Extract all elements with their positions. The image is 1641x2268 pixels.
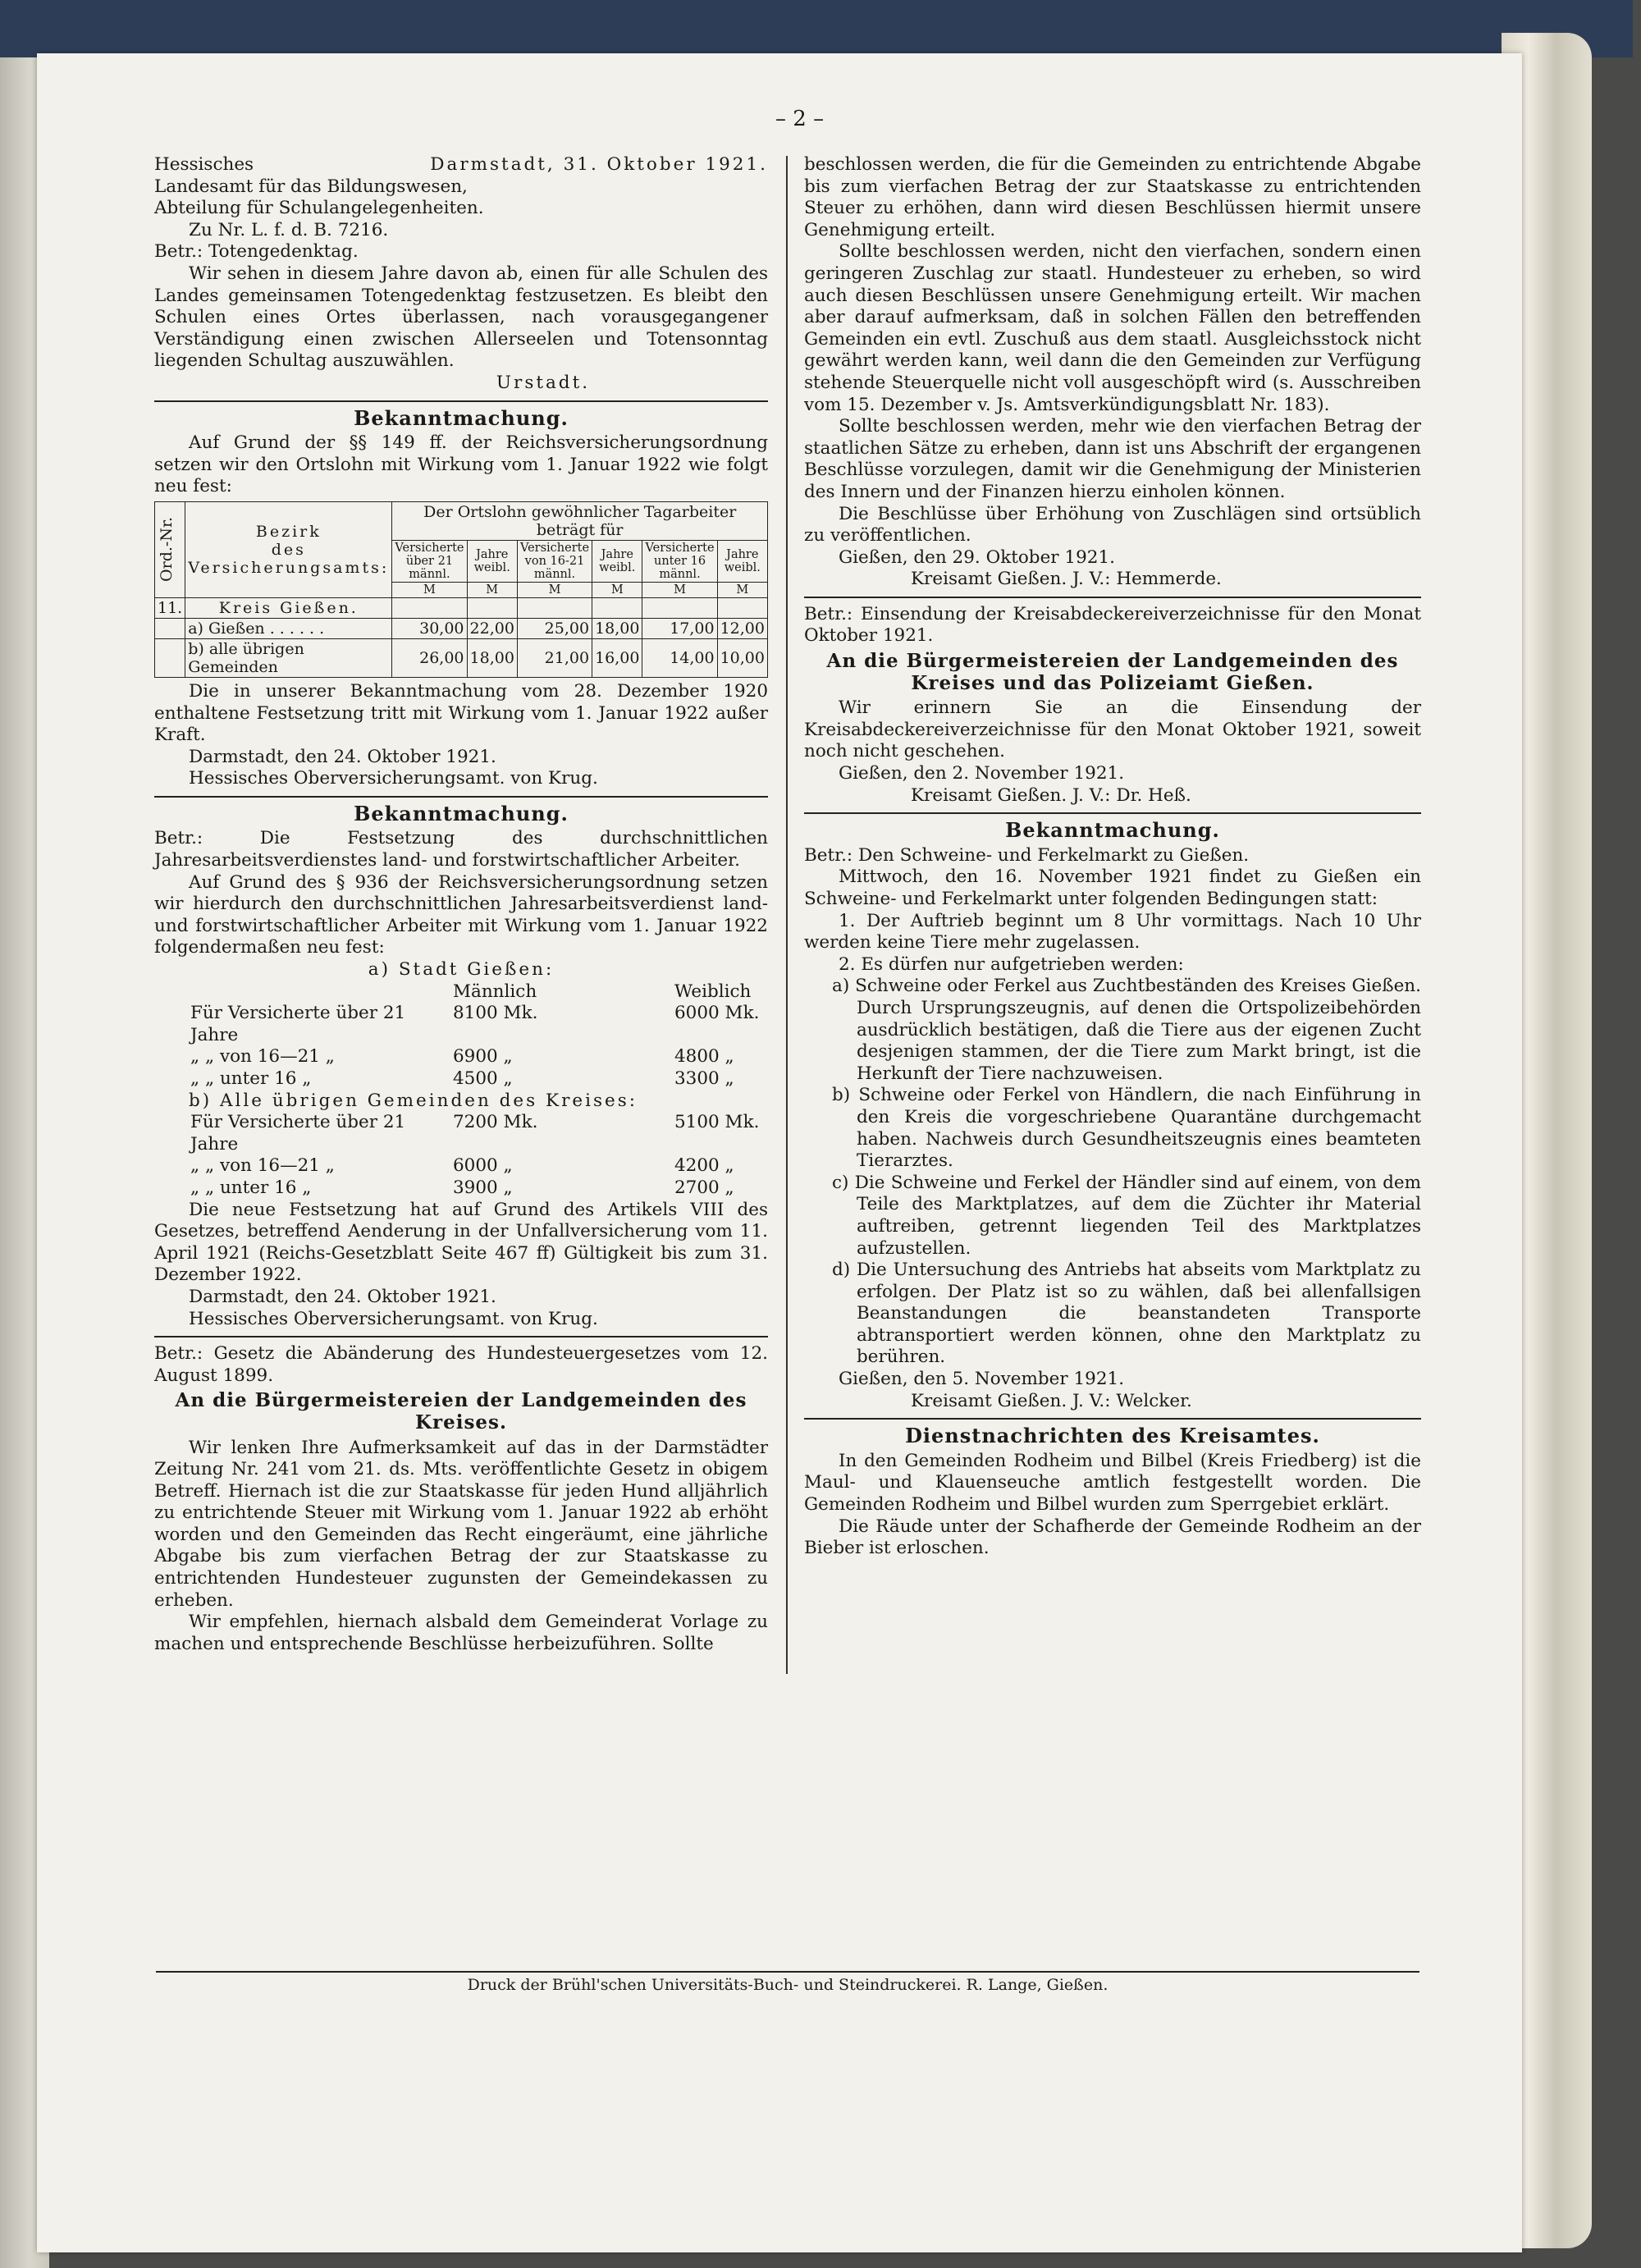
- subject-line: Betr.: Gesetz die Abänderung des Hundesteuergesetzes vom 12. August 1899.: [154, 1343, 768, 1386]
- table-cell: 26,00: [392, 638, 467, 677]
- table-cell: 12,00: [717, 618, 767, 638]
- table-cell: 25,00: [517, 618, 592, 638]
- rate-value: 3900 „: [453, 1177, 513, 1198]
- bezirk-label: des: [271, 540, 306, 559]
- rate-row: [154, 1003, 768, 1046]
- table-row: [155, 618, 768, 638]
- rate-row: [154, 1068, 768, 1091]
- unit-cell: M: [517, 582, 592, 597]
- unit-cell: M: [392, 582, 467, 597]
- list-item: b) Schweine oder Ferkel von Händlern, die nach Einführung in den Kreis die vorgeschriebene Quarantäne durchgemacht haben. Nachweis durch Gesundheitszeugnis eines beamteten Tierarztes.: [832, 1085, 1421, 1172]
- rate-label: Für Versicherte über 21 Jahre: [190, 1003, 406, 1045]
- table-subheader: Versicherte unter 16 männl.: [642, 540, 717, 582]
- table-cell: 17,00: [642, 618, 717, 638]
- rate-label: „ „ von 16—21 „: [190, 1155, 335, 1177]
- section-rule: [154, 1336, 768, 1337]
- table-cell: 21,00: [517, 638, 592, 677]
- signature: Kreisamt Gießen. J. V.: Dr. Heß.: [911, 784, 1191, 806]
- rate-value: 2700 „: [674, 1177, 734, 1198]
- notice-text: Die Beschlüsse über Erhöhung von Zuschlägen sind ortsüblich zu veröffentlichen.: [804, 503, 1421, 546]
- list-item: 2. Es dürfen nur aufgetrieben werden:: [839, 953, 1184, 975]
- printer-imprint: Druck der Brühl'schen Universitäts-Buch- und Steindruckerei. R. Lange, Gießen.: [467, 1976, 1108, 1994]
- notice-text: Auf Grund des § 936 der Reichsversicherungsordnung setzen wir hierdurch den durchschnittlichen Jahresarbeitsverdienst land- und forstwirtschaftlicher Arbeiter mit Wirkung vom 1. Januar 1922 folgendermaßen neu fest:: [154, 871, 768, 958]
- rate-value: 6900 „: [453, 1046, 513, 1068]
- notice-text: Die in unserer Bekanntmachung vom 28. Dezember 1920 enthaltene Festsetzung tritt mit Wirkung vom 1. Januar 1922 außer Kraft.: [154, 680, 768, 746]
- unit-cell: M: [642, 582, 717, 597]
- rate-header: [154, 981, 768, 1004]
- row-kreis: Kreis Gießen.: [185, 597, 392, 618]
- signature: Hessisches Oberversicherungsamt. von Krug.: [189, 1308, 598, 1329]
- table-cell: 16,00: [592, 638, 642, 677]
- notice-heading: An die Bürgermeistereien der Landgemeinden des Kreises und das Polizeiamt Gießen.: [826, 650, 1399, 694]
- issuer-line: Abteilung für Schulangelegenheiten.: [154, 198, 484, 219]
- notice-text: In den Gemeinden Rodheim und Bilbel (Kreis Friedberg) ist die Maul- und Klauenseuche amtlich festgestellt worden. Die Gemeinden Rodheim und Bilbel wurden zum Sperrgebiet erklärt.: [804, 1450, 1421, 1516]
- subheading: b) Alle übrigen Gemeinden des Kreises:: [189, 1090, 638, 1111]
- notice-heading: An die Bürgermeistereien der Landgemeinden des Kreises.: [175, 1389, 747, 1434]
- table-cell: 10,00: [717, 638, 767, 677]
- signature: Kreisamt Gießen. J. V.: Hemmerde.: [911, 569, 1222, 590]
- column-divider: [786, 156, 788, 1674]
- rate-row: [154, 1155, 768, 1177]
- notice-heading: Dienstnachrichten des Kreisamtes.: [905, 1424, 1320, 1448]
- rate-label: „ „ unter 16 „: [190, 1068, 312, 1089]
- right-column: [804, 154, 1421, 1560]
- place-date: Darmstadt, den 24. Oktober 1921.: [189, 746, 496, 767]
- subject-line: Betr.: Den Schweine- und Ferkelmarkt zu Gießen.: [804, 844, 1250, 866]
- subject-line: Betr.: Die Festsetzung des durchschnittlichen Jahresarbeitsverdienstes land- und forstwirtschaftlicher Arbeiter.: [154, 828, 768, 871]
- notice-hundesteuer-continued: [804, 154, 1421, 591]
- signature: Hessisches Oberversicherungsamt. von Krug.: [189, 768, 598, 789]
- list-item: a) Schweine oder Ferkel aus Zuchtbeständen des Kreises Gießen. Durch Ursprungszeugnis, auf denen die Ortspolizeibehörden ausdrücklich bestätigen, daß die Tiere aus der eigenen Zucht desjenigen stammen, der die Tiere zum Markt bringt, ist die Herkunft der Tiere nachzuweisen.: [832, 976, 1421, 1084]
- unit-cell: M: [467, 582, 517, 597]
- row-label: b) alle übrigen Gemeinden: [185, 638, 392, 677]
- unit-cell: M: [717, 582, 767, 597]
- notice-kreisabdeckerei: [804, 604, 1421, 807]
- table-cell: 30,00: [392, 618, 467, 638]
- notice-text: beschlossen werden, die für die Gemeinden zu entrichtende Abgabe bis zum vierfachen Betrag der zur Staatskasse zu entrichtenden Steuer zu erhöhen, dann wird diesen Beschlüssen hiermit unsere Genehmigung erteilt.: [804, 154, 1421, 240]
- place-date: Gießen, den 29. Oktober 1921.: [839, 546, 1115, 568]
- rate-row: [154, 1177, 768, 1200]
- table-subheader: Versicherte über 21 männl.: [392, 540, 467, 582]
- rate-value: 7200 Mk.: [453, 1112, 538, 1133]
- page-number: – 2 –: [775, 107, 825, 131]
- notice-dienstnachrichten: [804, 1425, 1421, 1560]
- notice-schweinemarkt: [804, 820, 1421, 1412]
- left-column: [154, 154, 768, 1655]
- rate-list-a: [154, 1003, 768, 1090]
- bezirk-label: Bezirk: [255, 522, 322, 541]
- place-date: Darmstadt, 31. Oktober 1921.: [430, 154, 768, 175]
- bezirk-label: Versicherungsamts:: [188, 558, 390, 577]
- notice-text: Mittwoch, den 16. November 1921 findet zu Gießen ein Schweine- und Ferkelmarkt unter folgenden Bedingungen statt:: [804, 867, 1421, 909]
- rate-value: 4200 „: [674, 1155, 734, 1177]
- notice-text: Sollte beschlossen werden, nicht den vierfachen, sondern einen geringeren Zuschlag zur staatl. Hundesteuer zu erheben, so wird auch diesen Beschlüssen unsere Genehmigung erteilt. Wir machen aber darauf aufmerksam, daß in solchen Fällen den betreffenden Gemeinden ein evtl. Zuschuß aus dem staatl. Ausgleichsstock nicht gewährt werden kann, weil dann die den Gemeinden zur Verfügung stehende Steuerquelle nicht voll ausgeschöpft wird (s. Ausschreiben vom 15. Dezember v. Js. Amtsverkündigungsblatt Nr. 183).: [804, 241, 1421, 415]
- rate-value: 8100 Mk.: [453, 1003, 538, 1024]
- rate-value: 5100 Mk.: [674, 1112, 760, 1133]
- place-date: Gießen, den 2. November 1921.: [839, 763, 1125, 784]
- rate-value: 6000 „: [453, 1155, 513, 1177]
- rate-value: 4800 „: [674, 1046, 734, 1068]
- rate-row: [154, 1112, 768, 1155]
- issuer-line: Landesamt für das Bildungswesen,: [154, 176, 468, 197]
- table-cell: 18,00: [592, 618, 642, 638]
- place-date: Gießen, den 5. November 1921.: [839, 1369, 1125, 1390]
- reference-number: Zu Nr. L. f. d. B. 7216.: [189, 219, 389, 240]
- unit-cell: M: [592, 582, 642, 597]
- list-item: c) Die Schweine und Ferkel der Händler sind auf einem, von dem Teile des Marktplatzes, auf dem die Züchter ihr Material auftreiben, getrennt liegenden Teil des Marktplatzes aufzustellen.: [832, 1172, 1421, 1259]
- row-label: a) Gießen . . . . . .: [185, 618, 392, 638]
- list-item: d) Die Untersuchung des Antriebs hat abseits vom Marktplatz zu erfolgen. Der Platz ist so zu wählen, daß bei allenfallsigen Beanstandungen die beanstandeten Transporte abtransportiert werden können, ohne den Marktplatz zu berühren.: [832, 1260, 1421, 1368]
- subject-line: Betr.: Totengedenktag.: [154, 241, 359, 263]
- rate-row: [154, 1046, 768, 1068]
- notice-text: Auf Grund der §§ 149 ff. der Reichsversicherungsordnung setzen wir den Ortslohn mit Wirkung vom 1. Januar 1922 wie folgt neu fest:: [154, 432, 768, 497]
- list-item: 1. Der Auftrieb beginnt um 8 Uhr vormittags. Nach 10 Uhr werden keine Tiere mehr zugelassen.: [804, 910, 1421, 953]
- notice-jahresarbeitsverdienst: [154, 803, 768, 1330]
- notice-heading: Bekanntmachung.: [354, 405, 569, 430]
- section-rule: [804, 812, 1421, 814]
- notice-totengedenktag: [154, 154, 768, 395]
- notice-heading: Bekanntmachung.: [1005, 818, 1220, 843]
- table-row: [155, 597, 768, 618]
- section-rule: [154, 796, 768, 798]
- footer-rule: [156, 1971, 1419, 1973]
- signature: Kreisamt Gießen. J. V.: Welcker.: [911, 1390, 1192, 1411]
- notice-text: Wir empfehlen, hiernach alsbald dem Gemeinderat Vorlage zu machen und entsprechende Beschlüsse herbeizuführen. Sollte: [154, 1612, 768, 1654]
- notice-text: Sollte beschlossen werden, mehr wie den vierfachen Betrag der staatlichen Sätze zu erheben, dann ist uns Abschrift der ergangenen Beschlüsse vorzulegen, damit wir die Genehmigung der Ministerien des Innern und der Finanzen hierzu einholen können.: [804, 416, 1421, 502]
- table-row: [155, 638, 768, 677]
- section-rule: [154, 400, 768, 402]
- rate-list-b: [154, 1112, 768, 1199]
- rate-value: 4500 „: [453, 1068, 513, 1089]
- row-number: 11.: [155, 597, 185, 618]
- column-label: Männlich: [453, 981, 537, 1002]
- place-date: Darmstadt, den 24. Oktober 1921.: [189, 1286, 496, 1307]
- notice-hundesteuer: [154, 1343, 768, 1655]
- table-header-main: Der Ortslohn gewöhnlicher Tagarbeiter beträgt für: [392, 501, 768, 540]
- table-subheader: Jahre weibl.: [592, 540, 642, 582]
- rate-label: „ „ von 16—21 „: [190, 1046, 335, 1068]
- notice-ortslohn: [154, 405, 768, 790]
- table-cell: 22,00: [467, 618, 517, 638]
- table-header-ordnr: [155, 501, 185, 597]
- notice-header: [154, 154, 768, 176]
- notice-text: Wir sehen in diesem Jahre davon ab, einen für alle Schulen des Landes gemeinsamen Totengedenktag festzusetzen. Es bleibt den Schulen eines Ortes überlassen, nach vorausgegangener Verständigung einen zwischen Allerseelen und Totensonntag liegenden Schultag auszuwählen.: [154, 263, 768, 372]
- issuer-name: Hessisches: [154, 154, 254, 175]
- section-rule: [804, 1418, 1421, 1420]
- rate-label: Für Versicherte über 21 Jahre: [190, 1112, 406, 1155]
- subject-line: Betr.: Einsendung der Kreisabdeckereiverzeichnisse für den Monat Oktober 1921.: [804, 603, 1421, 647]
- table-cell: 18,00: [467, 638, 517, 677]
- notice-text: Wir erinnern Sie an die Einsendung der Kreisabdeckereiverzeichnisse für den Monat Oktober 1921, soweit noch nicht geschehen.: [804, 697, 1421, 762]
- table-subheader: Jahre weibl.: [467, 540, 517, 582]
- table-header-bezirk: [185, 501, 392, 597]
- subheading: a) Stadt Gießen:: [368, 959, 555, 981]
- rate-value: 3300 „: [674, 1068, 734, 1089]
- table-subheader: Jahre weibl.: [717, 540, 767, 582]
- rate-label: „ „ unter 16 „: [190, 1177, 312, 1198]
- notice-heading: Bekanntmachung.: [354, 801, 569, 825]
- ortslohn-table: [154, 501, 768, 678]
- column-label: Weiblich: [674, 981, 752, 1002]
- rate-value: 6000 Mk.: [674, 1003, 760, 1024]
- table-subheader: Versicherte von 16-21 männl.: [517, 540, 592, 582]
- notice-text: Wir lenken Ihre Aufmerksamkeit auf das in der Darmstädter Zeitung Nr. 241 vom 21. ds. Mts. veröffentlichte Gesetz in obigem Betreff. Hiernach ist die zur Staatskasse für jeden Hund alljährlich zu entrichtende Steuer mit Wirkung vom 1. Januar 1922 ab erhöht worden und den Gemeinden das Recht eingeräumt, eine jährliche Abgabe bis zum vierfachen Betrag der zur Staatskasse zu entrichtenden Hundesteuer zugunsten der Gemeindekassen zu erheben.: [154, 1437, 768, 1611]
- notice-text: Die neue Festsetzung hat auf Grund des Artikels VIII des Gesetzes, betreffend Aenderung in der Unfallversicherung vom 11. April 1921 (Reichs-Gesetzblatt Seite 467 ff) Gültigkeit bis zum 31. Dezember 1922.: [154, 1199, 768, 1286]
- section-rule: [804, 597, 1421, 598]
- ordnr-label: Ord.-Nr.: [158, 517, 176, 583]
- notice-text: Die Räude unter der Schafherde der Gemeinde Rodheim an der Bieber ist erloschen.: [804, 1516, 1421, 1559]
- signature: Urstadt.: [496, 372, 591, 393]
- table-cell: 14,00: [642, 638, 717, 677]
- book-cover-edge: [0, 0, 1633, 57]
